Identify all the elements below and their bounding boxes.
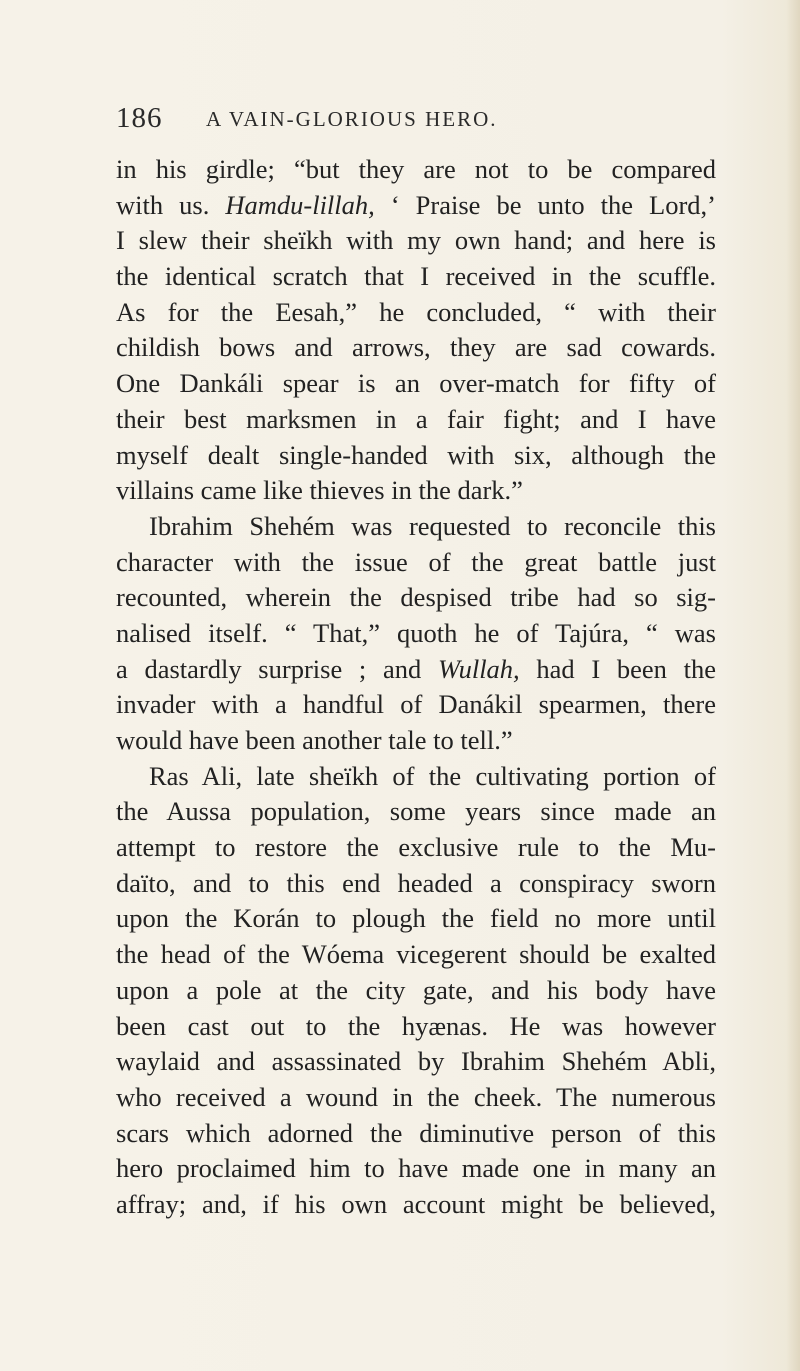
text-line: recounted, wherein the despised tribe had so sig- <box>116 582 716 613</box>
text-line: hero proclaimed him to have made one in many an <box>116 1153 716 1184</box>
text-line: affray; and, if his own account might be believed, <box>116 1188 716 1219</box>
text-line: been cast out to the hyænas. He was however <box>116 1010 716 1041</box>
text-line: As for the Eesah,” he concluded, “ with their <box>116 296 716 327</box>
text-line: the head of the Wóema vicegerent should be exalted <box>116 939 716 970</box>
page-header <box>116 102 716 142</box>
body-text <box>116 152 716 1223</box>
text-line: scars which adorned the diminutive person of this <box>116 1117 716 1148</box>
text-line: nalised itself. “ That,” quoth he of Tajúra, “ was <box>116 617 716 648</box>
text-line: villains came like thieves in the dark.” <box>116 475 523 506</box>
italic-phrase: Hamdu-lillah, <box>225 189 375 220</box>
text-line: a dastardly surprise ; and Wullah, had I been the <box>116 653 717 684</box>
page-edge-shading <box>786 0 800 1371</box>
text-line: the Aussa population, some years since made an <box>116 796 716 827</box>
text-line: childish bows and arrows, they are sad cowards. <box>116 332 716 363</box>
text-line: upon a pole at the city gate, and his body have <box>116 974 716 1005</box>
text-line: in his girdle; “but they are not to be compared <box>116 154 716 184</box>
page-number: 186 <box>116 102 163 134</box>
text-line: upon the Korán to plough the field no more until <box>116 903 716 934</box>
text-line: attempt to restore the exclusive rule to the Mu- <box>116 832 716 863</box>
running-head: A VAIN-GLORIOUS HERO. <box>206 107 498 131</box>
text-line: daïto, and to this end headed a conspiracy sworn <box>116 867 716 898</box>
text-line: who received a wound in the cheek. The numerous <box>116 1081 716 1112</box>
text-line: the identical scratch that I received in the scuffle. <box>116 261 716 292</box>
text-line: would have been another tale to tell.” <box>116 725 513 755</box>
text-line: myself dealt single-handed with six, although the <box>116 439 716 470</box>
text-line: waylaid and assassinated by Ibrahim Shehém Abli, <box>116 1046 716 1077</box>
italic-phrase: Wullah, <box>437 653 520 684</box>
text-line: invader with a handful of Danákil spearmen, there <box>116 689 716 720</box>
text-line: I slew their sheïkh with my own hand; and here is <box>116 225 716 256</box>
text-line: with us. Hamdu-lillah, ‘ Praise be unto the Lord,’ <box>116 189 716 220</box>
text-line: Ibrahim Shehém was requested to reconcile this <box>149 510 716 541</box>
text-line: Ras Ali, late sheïkh of the cultivating portion of <box>149 760 716 791</box>
text-line: character with the issue of the great battle just <box>116 546 716 577</box>
text-line: One Dankáli spear is an over-match for fifty of <box>116 368 716 399</box>
text-line: their best marksmen in a fair fight; and I have <box>116 403 716 434</box>
